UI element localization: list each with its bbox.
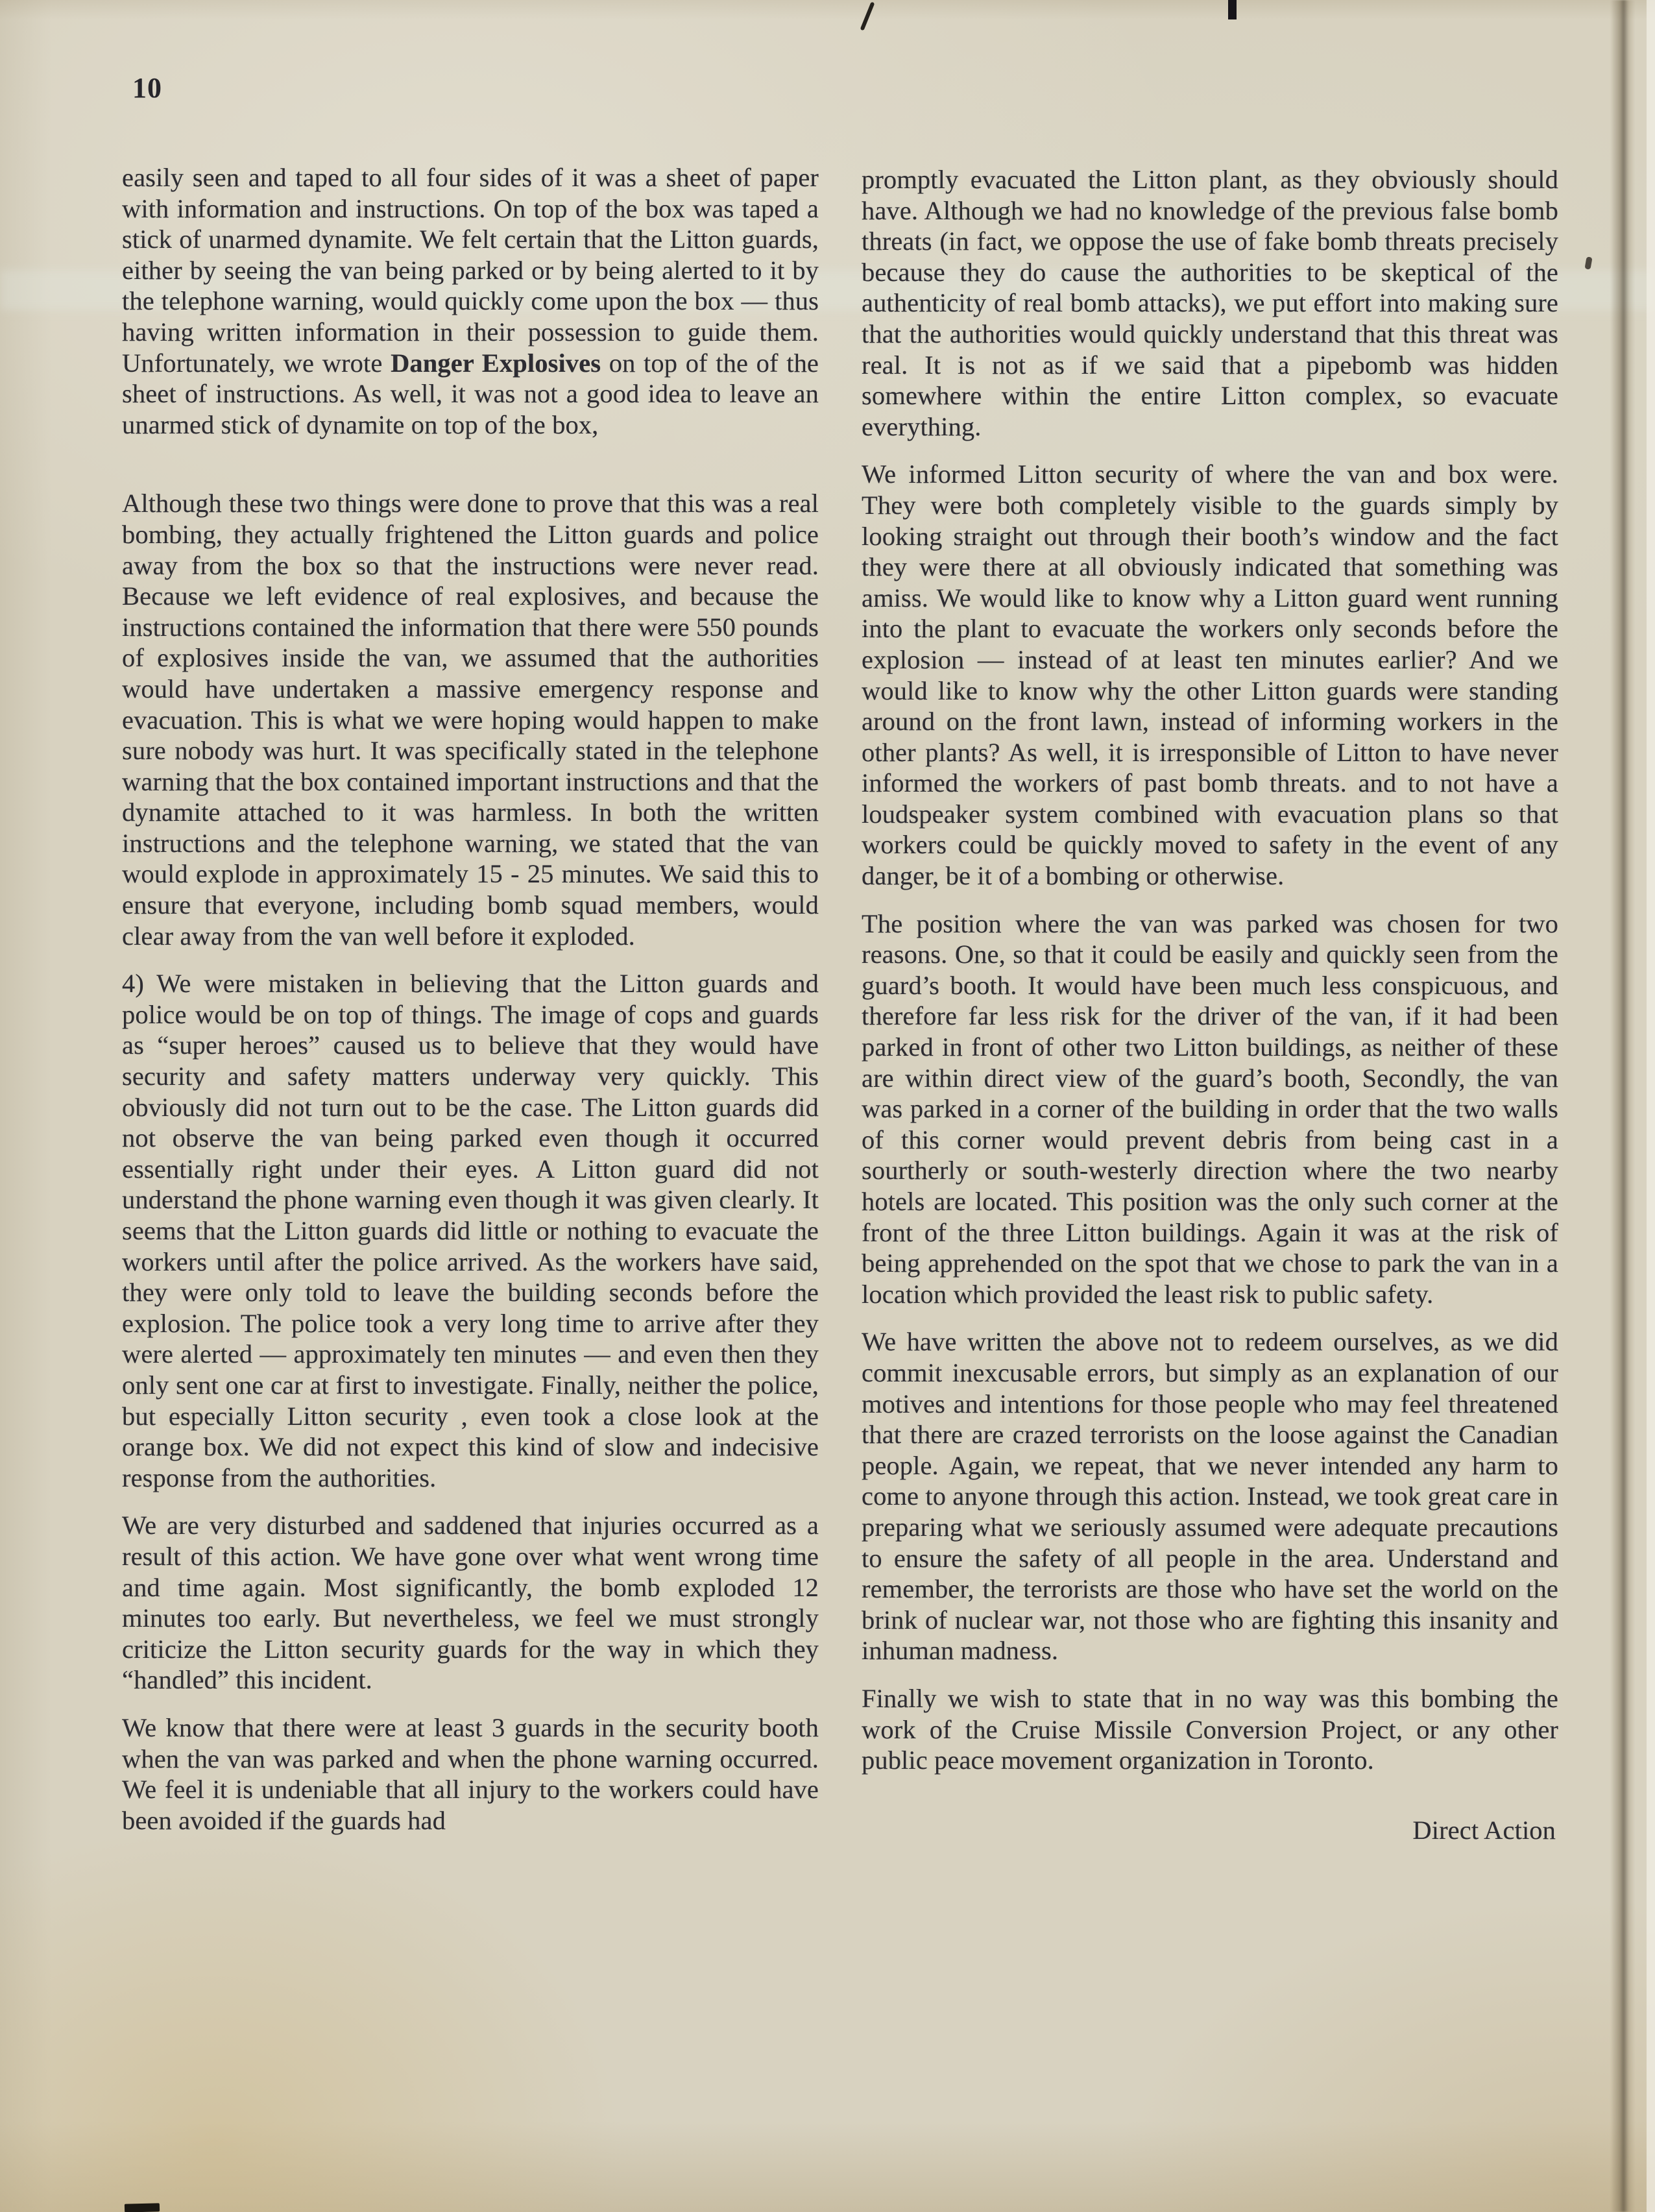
page-edge-right <box>1647 0 1655 2212</box>
paragraph-continuation: promptly evacuated the Litton plant, as they obviously should have. Although we had no knowledge of the previous false bomb threats (in fact, we oppose the use of fake bomb threats precisely because they do cause the authorities to be skeptical of the authenticity of real bomb attacks), we put effort into making sure that the authorities would quickly understand that this threat was real. It is not as if we said that a pipebomb was hidden somewhere within the entire Litton complex, so evacuate everything. <box>862 165 1558 441</box>
paragraph-text-pre: easily seen and taped to all four sides of it was a sheet of paper with information and instructions. On top of the box was taped a stick of unarmed dynamite. We felt certain that the Litton guards, either by seeing the van being parked or by being alerted to it by the telephone warning, would quickly come upon the box — thus having written information in their possession to guide them. Unfortunately, we wrote <box>122 163 819 378</box>
scan-mark-apostrophe-icon <box>1584 256 1592 269</box>
text-column-right <box>862 164 1558 1845</box>
paragraph: We informed Litton security of where the van and box were. They were both completely visible to the guards simply by looking straight out through their booth’s window and the fact they were there at all obviously indicated that something was amiss. We would like to know why a Litton guard went running into the plant to evacuate the workers only seconds before the explosion — instead of at least ten minutes earlier? And we would like to know why the other Litton guards were standing around on the front lawn, instead of informing workers in the other plants? As well, it is irresponsible of Litton to have never informed the workers of past bomb threats. and to not have a loudspeaker system combined with evacuation plans so that workers could be quickly moved to safety in the event of any danger, be it of a bombing or otherwise. <box>862 459 1558 891</box>
page-number: 10 <box>132 72 162 104</box>
signature: Direct Action <box>1412 1815 1556 1845</box>
text-column-left <box>122 162 819 1836</box>
scan-smudge-bottom-left <box>125 2203 160 2212</box>
paragraph: We have written the above not to redeem ourselves, as we did commit inexcusable errors, but simply as an explanation of our motives and intentions for those people who may feel threatened that there are crazed terrorists on the loose against the Canadian people. Again, we repeat, that we never intended any harm to come to anyone through this action. Instead, we took great care in preparing what we seriously assumed were adequate precautions to ensure the safety of all people in the area. Understand and remember, the terrorists are those who have set the world on the brink of nuclear war, not those who are fighting this insanity and inhuman madness. <box>862 1327 1558 1666</box>
scan-mark-slash-icon <box>860 2 875 31</box>
paragraph: 4) We were mistaken in believing that the Litton guards and police would be on top of things. The image of cops and guards as “super heroes” caused us to believe that they would have security and safety matters underway very quickly. This obviously did not turn out to be the case. The Litton guards did not observe the van being parked even though it occurred essentially right under their eyes. A Litton guard did not understand the phone warning even though it was given clearly. It seems that the Litton guards did little or nothing to evacuate the workers until after the police arrived. As the workers have said, they were only told to leave the building seconds before the explosion. The police took a very long time to arrive after they were alerted — approximately ten minutes — and even then they only sent one car at first to investigate. Finally, neither the police, but especially Litton security , even took a close look at the orange box. We did not expect this kind of slow and indecisive response from the authorities. <box>122 969 819 1492</box>
bold-danger-explosives: Danger Explosives <box>391 348 601 378</box>
paragraph: Finally we wish to state that in no way was this bombing the work of the Cruise Missile Conversion Project, or any other public peace movement organization in Toronto. <box>862 1683 1558 1775</box>
paragraph: We know that there were at least 3 guards in the security booth when the van was parked and when the phone warning occurred. We feel it is undeniable that all injury to the workers could have been avoided if the guards had <box>122 1712 819 1835</box>
paragraph: The position where the van was parked was chosen for two reasons. One, so that it could be easily and quickly seen from the guard’s booth. It would have been much less conspicuous, and therefore far less risk for the driver of the van, if it had been parked in front of other two Litton buildings, as neither of these are within direct view of the guard’s booth, Secondly, the van was parked in a corner of the building in order that the two walls of this corner would prevent debris from being cast in a sourtherly or south-westerly direction where the two nearby hotels are located. This position was the only such corner at the front of the three Litton buildings. Again it was at the risk of being apprehended on the spot that we chose to park the van in a location which provided the least risk to public safety. <box>862 908 1558 1309</box>
paragraph: Although these two things were done to prove that this was a real bombing, they actually frightened the Litton guards and police away from the box so that the instructions were never read. Because we left evidence of real explosives, and because the instructions contained the information that there were 550 pounds of explosives inside the van, we assumed that the authorities would have undertaken a massive emergency response and evacuation. This is what we were hoping would happen to make sure nobody was hurt. It was specifically stated in the telephone warning that the box contained important instructions and that the dynamite attached to it was harmless. In both the written instructions and the telephone warning, we stated that the van would explode in approximately 15 - 25 minutes. We said this to ensure that everyone, including bomb squad members, would clear away from the van well before it exploded. <box>122 489 819 951</box>
scan-mark-tick-icon <box>1228 0 1237 19</box>
paragraph-continuation <box>122 162 819 440</box>
paragraph: We are very disturbed and saddened that injuries occurred as a result of this action. We have gone over what went wrong time and time again. Most significantly, the bomb exploded 12 minutes too early. But nevertheless, we feel we must strongly criticize the Litton security guards for the way in which they “handled” this incident. <box>122 1511 819 1695</box>
paragraph-text-post: on top of the of the sheet of instructions. As well, it was not a good idea to leave an unarmed stick of dynamite on top of the box, <box>122 348 819 439</box>
page-crease-right <box>1610 0 1635 2212</box>
